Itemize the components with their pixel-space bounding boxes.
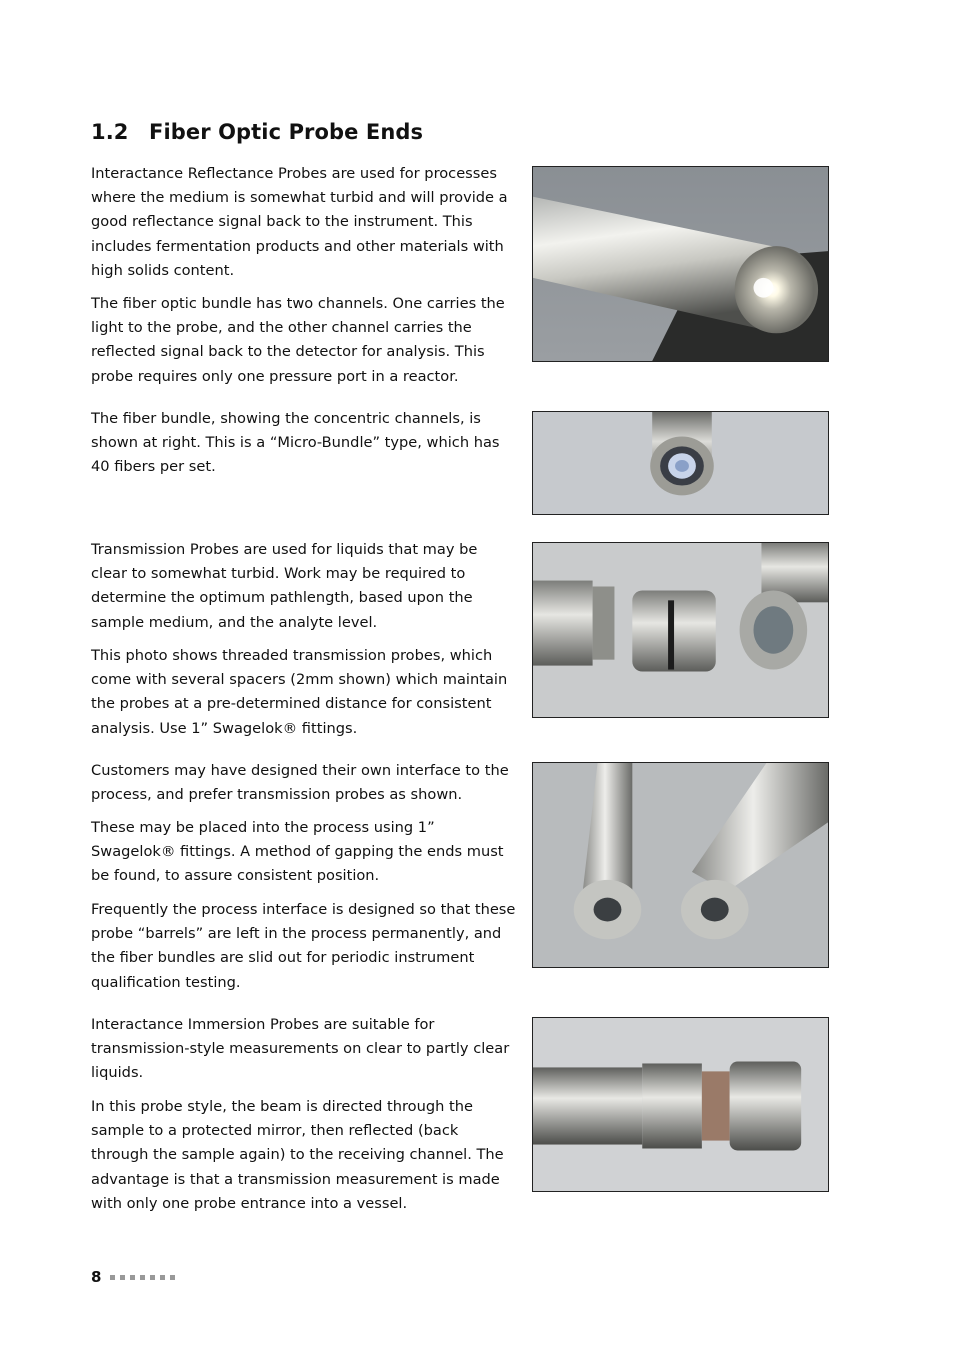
transmission-probes-pair-photo	[532, 762, 829, 968]
immersion-probe-photo	[532, 1017, 829, 1192]
paragraph-probe-barrels: Frequently the process interface is designed so that these probe “barrels” are left in the process permanently, and the fiber bundles are slid out for periodic instrument qualification testing.	[91, 901, 516, 991]
reflectance-probe-photo	[532, 166, 829, 362]
threaded-transmission-probes-photo	[532, 542, 829, 718]
micro-bundle-photo	[532, 411, 829, 515]
paragraph-immersion-probes: Interactance Immersion Probes are suitable for transmission-style measurements on clear to partly clear liquids.	[91, 1016, 510, 1082]
paragraph-custom-interface: Customers may have designed their own interface to the process, and prefer transmission probes as shown.	[91, 762, 509, 804]
paragraph-swagelok-placement: These may be placed into the process using 1” Swagelok® fittings. A method of gapping the ends must be found, to assure consistent position.	[91, 819, 504, 885]
page-footer	[91, 1268, 175, 1286]
footer-dots	[110, 1275, 175, 1280]
paragraph-reflectance-intro: Interactance Reflectance Probes are used for processes where the medium is somewhat turbid and will provide a good reflectance signal back to the instrument. This includes fermentation products and other materials with high solids content.	[91, 165, 508, 279]
section-heading	[91, 120, 423, 144]
section-number: 1.2	[91, 120, 129, 144]
paragraph-micro-bundle: The fiber bundle, showing the concentric channels, is shown at right. This is a “Micro-Bundle” type, which has 40 fibers per set.	[91, 410, 500, 476]
paragraph-fiber-bundle-channels: The fiber optic bundle has two channels. One carries the light to the probe, and the other channel carries the reflected signal back to the detector for analysis. This probe requires only one pressure port in a reactor.	[91, 295, 505, 385]
section-title: Fiber Optic Probe Ends	[149, 120, 424, 144]
page-number: 8	[91, 1268, 102, 1286]
paragraph-transmission-probes: Transmission Probes are used for liquids that may be clear to somewhat turbid. Work may be required to determine the optimum pathlength, based upon the sample medium, and the analyte level.	[91, 541, 478, 631]
paragraph-immersion-beam: In this probe style, the beam is directed through the sample to a protected mirror, then reflected (back through the sample again) to the receiving channel. The advantage is that a transmission measurement is made with only one probe entrance into a vessel.	[91, 1098, 504, 1212]
paragraph-threaded-probes: This photo shows threaded transmission probes, which come with several spacers (2mm shown) which maintain the probes at a pre-determined distance for consistent analysis. Use 1” Swagelok® fittings.	[91, 647, 508, 737]
